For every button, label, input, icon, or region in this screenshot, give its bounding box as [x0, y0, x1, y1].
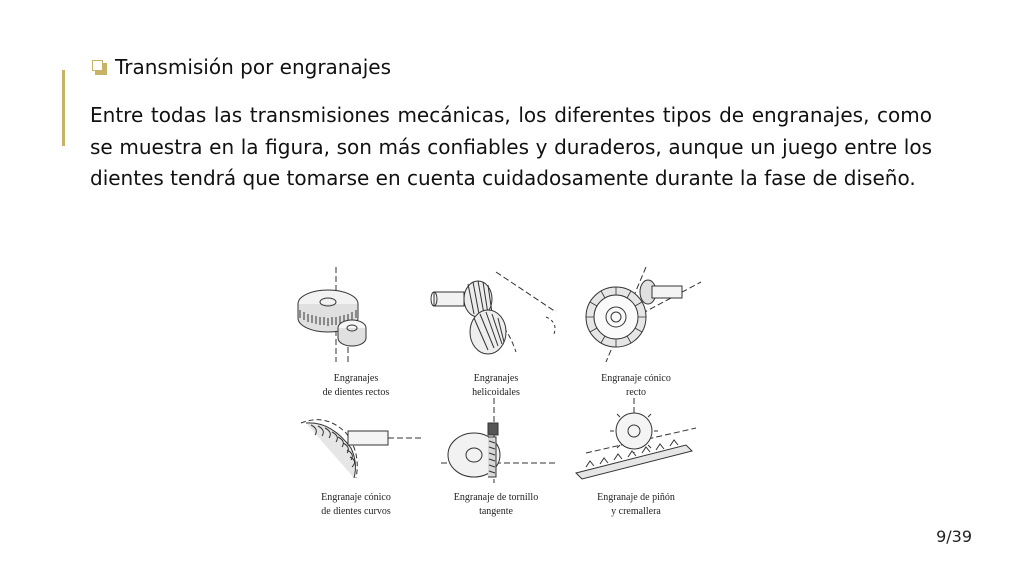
- caption-line-1: Engranaje de piñón: [597, 492, 675, 503]
- bevel-gear-illustration: [566, 262, 706, 367]
- caption-worm: [426, 491, 566, 519]
- rack-pinion-illustration: [566, 393, 706, 488]
- caption-line-1: Engranajes: [333, 373, 379, 384]
- bullet-heading: [92, 55, 391, 79]
- spiral-bevel-illustration: [286, 393, 426, 488]
- spur-gear-cell: [286, 262, 426, 398]
- helical-gear-cell: [426, 262, 566, 398]
- caption-line-2: recto: [626, 387, 646, 398]
- body-paragraph: Entre todas las transmisiones mecánicas, los diferentes tipos de engranajes, como se muestra en la figura, son más confiables y duraderos, aunque un juego entre los dientes tendrá que tomarse en cuenta cuidadosamente durante la fase de diseño.: [90, 103, 932, 190]
- spur-gear-illustration: [286, 262, 426, 367]
- worm-gear-illustration: [426, 393, 566, 488]
- rack-pinion-cell: [566, 393, 706, 524]
- caption-line-1: Engranajes: [473, 373, 519, 384]
- square-bullet-icon: [92, 60, 107, 75]
- caption-spiral-bevel: [286, 491, 426, 519]
- heading-text: Transmisión por engranajes: [115, 55, 392, 79]
- worm-gear-cell: [426, 393, 566, 524]
- gear-types-figure: [286, 262, 706, 524]
- caption-line-1: Engranaje de tornillo: [453, 492, 539, 503]
- bevel-gear-cell: [566, 262, 706, 398]
- caption-line-2: de dientes curvos: [321, 506, 391, 517]
- caption-line-1: Engranaje cónico: [321, 492, 391, 503]
- caption-line-2: tangente: [479, 506, 513, 517]
- helical-gear-illustration: [426, 262, 566, 367]
- spiral-bevel-cell: [286, 393, 426, 524]
- caption-line-2: helicoidales: [472, 387, 520, 398]
- caption-line-2: y cremallera: [611, 506, 661, 517]
- page-number: 9/39: [936, 527, 972, 546]
- caption-rack-pinion: [566, 491, 706, 519]
- accent-bar: [62, 70, 65, 146]
- caption-line-2: de dientes rectos: [322, 387, 390, 398]
- caption-line-1: Engranaje cónico: [601, 373, 671, 384]
